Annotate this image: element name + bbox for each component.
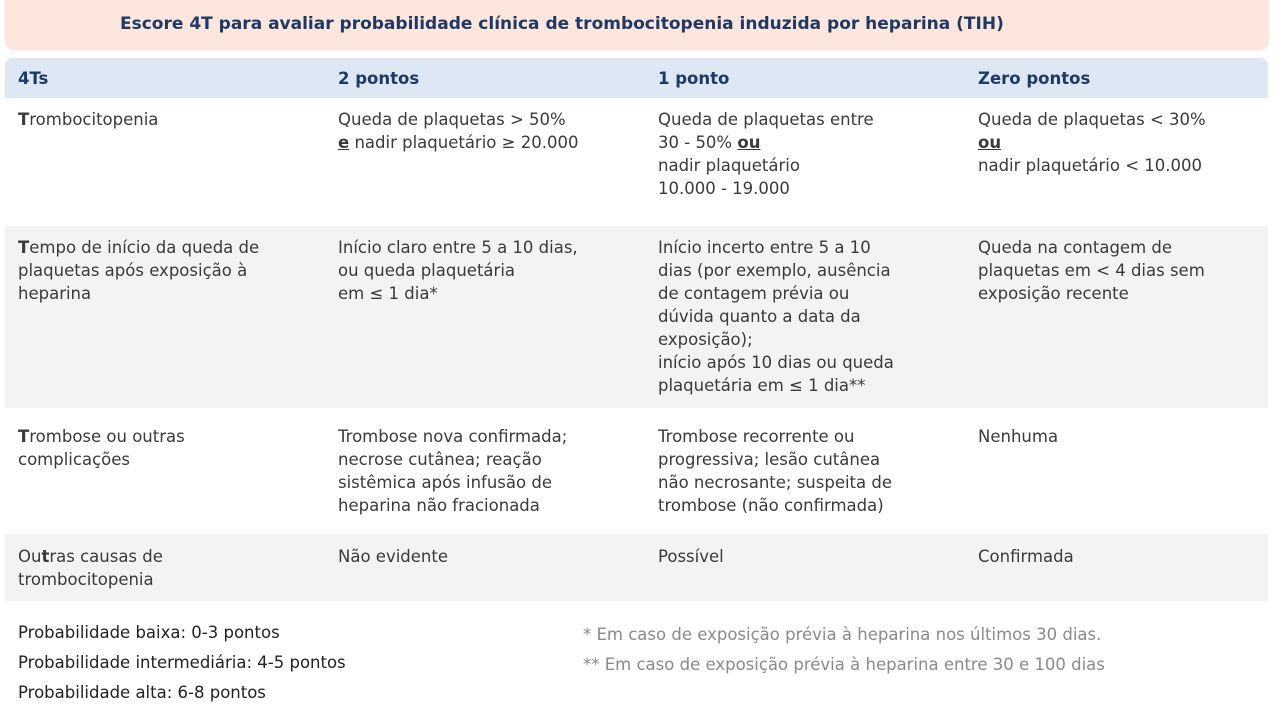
table-row-tempo [5,226,1268,408]
criterion-text: empo de início da queda de plaquetas após exposição à heparina [18,238,260,303]
table-row-outras-causas [5,534,1268,601]
cell-text: Queda de plaquetas entre 30 - 50% [658,110,874,152]
cell-text: Queda de plaquetas < 30% [978,110,1206,129]
cell-1-ponto: Início incerto entre 5 a 10 dias (por exemplo, ausência de contagem prévia ou dúvida quanto a data da exposição); início após 10 dias ou queda plaquetária em ≤ 1 dia** [658,238,894,395]
score-table [5,58,1268,601]
page-title: Escore 4T para avaliar probabilidade clínica de trombocitopenia induzida por heparina (TIH) [120,14,1004,34]
cell-zero-pontos: Nenhuma [978,427,1059,446]
table-row-trombocitopenia [5,98,1268,226]
criterion-label [18,425,318,471]
criterion-initial: T [18,110,30,129]
cell-zero-pontos: Queda na contagem de plaquetas em < 4 dias sem exposição recente [978,238,1205,303]
criterion-text: Ou [18,547,42,566]
criterion-text: rombocitopenia [29,110,159,129]
criterion-initial: T [18,427,30,446]
table-header [5,58,1268,98]
cell-2-pontos: Trombose nova confirmada; necrose cutânea; reação sistêmica após infusão de heparina não fracionada [338,427,568,515]
cell-text: nadir plaquetário 10.000 - 19.000 [658,156,800,198]
cell-2-pontos: Início claro entre 5 a 10 dias, ou queda plaquetária em ≤ 1 dia* [338,238,578,303]
criterion-label [18,236,318,305]
footnote-2: ** Em caso de exposição prévia à heparina entre 30 e 100 dias [583,655,1105,674]
cell-2-pontos: Não evidente [338,547,448,566]
conjunction: e [338,133,350,152]
header-4ts: 4Ts [18,69,49,88]
table-row-trombose [5,408,1268,534]
criterion-label [18,108,318,131]
cell-1-ponto: Possível [658,547,724,566]
cell-text: Queda de plaquetas > 50% [338,110,566,129]
legend-low: Probabilidade baixa: 0-3 pontos [18,623,280,642]
cell-2-pontos [338,108,638,154]
header-1-ponto: 1 ponto [658,69,730,88]
legend-intermediate: Probabilidade intermediária: 4-5 pontos [18,653,346,672]
criterion-text: ras causas de trombocitopenia [18,547,163,589]
cell-zero-pontos: Confirmada [978,547,1074,566]
header-2-pontos: 2 pontos [338,69,420,88]
cell-text: nadir plaquetário < 10.000 [978,156,1202,175]
legend-high: Probabilidade alta: 6-8 pontos [18,683,266,702]
criterion-text: rombose ou outras complicações [18,427,185,469]
footnote-1: * Em caso de exposição prévia à heparina nos últimos 30 dias. [583,625,1102,644]
criterion-label [18,545,318,591]
cell-1-ponto [658,108,958,200]
criterion-initial: T [18,238,30,257]
title-banner [5,0,1269,50]
cell-zero-pontos [978,108,1268,177]
cell-text: nadir plaquetário ≥ 20.000 [349,133,579,152]
cell-1-ponto: Trombose recorrente ou progressiva; lesão cutânea não necrosante; suspeita de trombose (não confirmada) [658,427,893,515]
conjunction: ou [978,133,1002,152]
criterion-initial: t [41,547,50,566]
conjunction: ou [737,133,761,152]
header-zero-pontos: Zero pontos [978,69,1091,88]
